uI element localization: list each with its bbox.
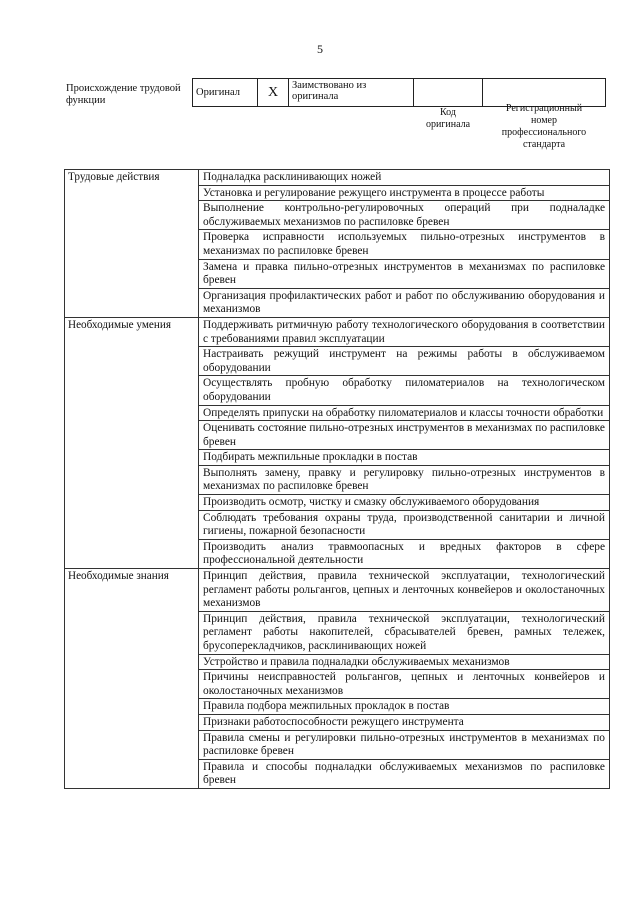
section-item: Организация профилактических работ и работ по обслуживанию оборудования и механизмов [199,288,610,317]
section-item: Установка и регулирование режущего инструмента в процессе работы [199,185,610,201]
section-item: Причины неисправностей рольгангов, цепных и ленточных конвейеров и околостаночных механизмов [199,670,610,699]
section-item: Производить осмотр, чистку и смазку обслуживаемого оборудования [199,495,610,511]
section-item: Подбирать межпильные прокладки в постав [199,450,610,466]
section-item: Поддерживать ритмичную работу технологического оборудования в соответствии с требованиями правил эксплуатации [199,317,610,346]
origin-label: Происхождение трудовой функции [66,83,181,106]
page-number: 5 [317,42,323,56]
table-row [65,317,610,346]
section-title: Трудовые действия [65,170,199,318]
original-code-cell [414,79,483,107]
labor-function-table [64,169,610,789]
section-item: Признаки работоспособности режущего инструмента [199,714,610,730]
original-mark: X [258,79,289,107]
section-item: Проверка исправности используемых пильно-отрезных инструментов в механизмах по распиловке бревен [199,230,610,259]
section-item: Определять припуски на обработку пиломатериалов и классы точности обработки [199,405,610,421]
borrowed-label: Заимствовано из оригинала [289,79,414,107]
original-label: Оригинал [193,79,258,107]
section-item: Принцип действия, правила технической эксплуатации, технологический регламент работы рольгангов, цепных и ленточных конвейеров и околостаночных механизмов [199,569,610,612]
registration-caption: Регистрационный номер профессионального стандарта [501,103,587,150]
section-item: Замена и правка пильно-отрезных инструментов в механизмах по распиловке бревен [199,259,610,288]
section-item: Правила подбора межпильных прокладок в постав [199,699,610,715]
section-item: Оценивать состояние пильно-отрезных инструментов в механизмах по распиловке бревен [199,421,610,450]
section-item: Выполнять замену, правку и регулировку пильно-отрезных инструментов в механизмах по распиловке бревен [199,465,610,494]
section-item: Настраивать режущий инструмент на режимы работы в обслуживаемом оборудовании [199,347,610,376]
section-item: Правила смены и регулировки пильно-отрезных инструментов в механизмах по распиловке бревен [199,730,610,759]
section-item: Выполнение контрольно-регулировочных операций при подналадке обслуживаемых механизмов по распиловке бревен [199,201,610,230]
section-item: Производить анализ травмоопасных и вредных факторов в сфере профессиональной деятельности [199,539,610,568]
section-item: Осуществлять пробную обработку пиломатериалов на технологическом оборудовании [199,376,610,405]
table-row [65,569,610,612]
section-item: Соблюдать требования охраны труда, производственной санитарии и личной гигиены, пожарной безопасности [199,510,610,539]
section-title: Необходимые умения [65,317,199,568]
section-item: Устройство и правила подналадки обслуживаемых механизмов [199,654,610,670]
section-item: Подналадка расклинивающих ножей [199,170,610,186]
code-caption: Код оригинала [425,107,471,130]
table-row [65,170,610,186]
section-item: Принцип действия, правила технической эксплуатации, технологический регламент работы накопителей, сбрасывателей бревен, рамных тележек, брусоперекладчиков, расклинивающих ножей [199,611,610,654]
section-title: Необходимые знания [65,569,199,789]
section-item: Правила и способы подналадки обслуживаемых механизмов по распиловке бревен [199,759,610,788]
